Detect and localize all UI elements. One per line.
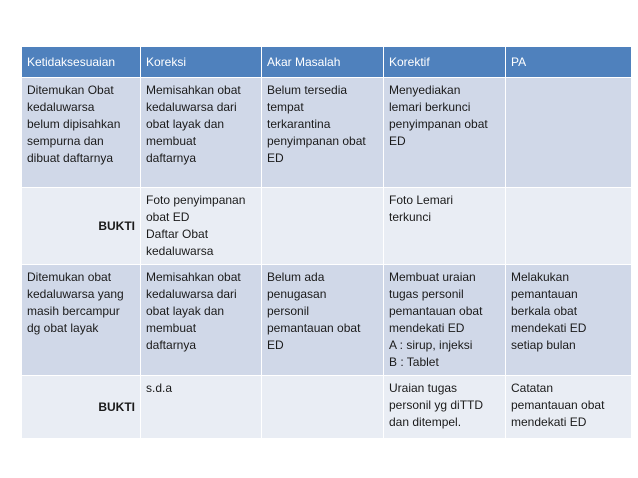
cell-pa [506,188,632,265]
header-koreksi: Koreksi [141,47,262,78]
table-row [22,78,632,188]
cell-pa: Catatan pemantauan obat mendekati ED [506,376,632,439]
header-korektif: Korektif [384,47,506,78]
cell-korektif: Foto Lemari terkunci [384,188,506,265]
table-row-bukti [22,376,632,439]
cell-korektif: Membuat uraian tugas personil pemantauan obat mendekati ED A : sirup, injeksi B : Tablet [384,265,506,376]
cell-bukti-label: BUKTI [22,188,141,265]
cell-akar-masalah [262,188,384,265]
cell-bukti-label: BUKTI [22,376,141,439]
cell-korektif: Menyediakan lemari berkunci penyimpanan obat ED [384,78,506,188]
cell-ketidaksesuaian: Ditemukan Obat kedaluwarsa belum dipisahkan sempurna dan dibuat daftarnya [22,78,141,188]
cell-korektif: Uraian tugas personil yg diTTD dan ditempel. [384,376,506,439]
cell-ketidaksesuaian: Ditemukan obat kedaluwarsa yang masih bercampur dg obat layak [22,265,141,376]
cell-akar-masalah: Belum ada penugasan personil pemantauan obat ED [262,265,384,376]
cell-koreksi: Memisahkan obat kedaluwarsa dari obat layak dan membuat daftarnya [141,265,262,376]
header-ketidaksesuaian: Ketidaksesuaian [22,47,141,78]
cell-akar-masalah [262,376,384,439]
table-header-row [22,47,632,78]
cell-akar-masalah: Belum tersedia tempat terkarantina penyimpanan obat ED [262,78,384,188]
header-pa: PA [506,47,632,78]
cell-pa [506,78,632,188]
table-row-bukti [22,188,632,265]
table-row [22,265,632,376]
cell-koreksi: Memisahkan obat kedaluwarsa dari obat layak dan membuat daftarnya [141,78,262,188]
cell-koreksi: Foto penyimpanan obat ED Daftar Obat kedaluwarsa [141,188,262,265]
header-akar-masalah: Akar Masalah [262,47,384,78]
cell-koreksi: s.d.a [141,376,262,439]
cell-pa: Melakukan pemantauan berkala obat mendekati ED setiap bulan [506,265,632,376]
findings-table [21,46,632,439]
